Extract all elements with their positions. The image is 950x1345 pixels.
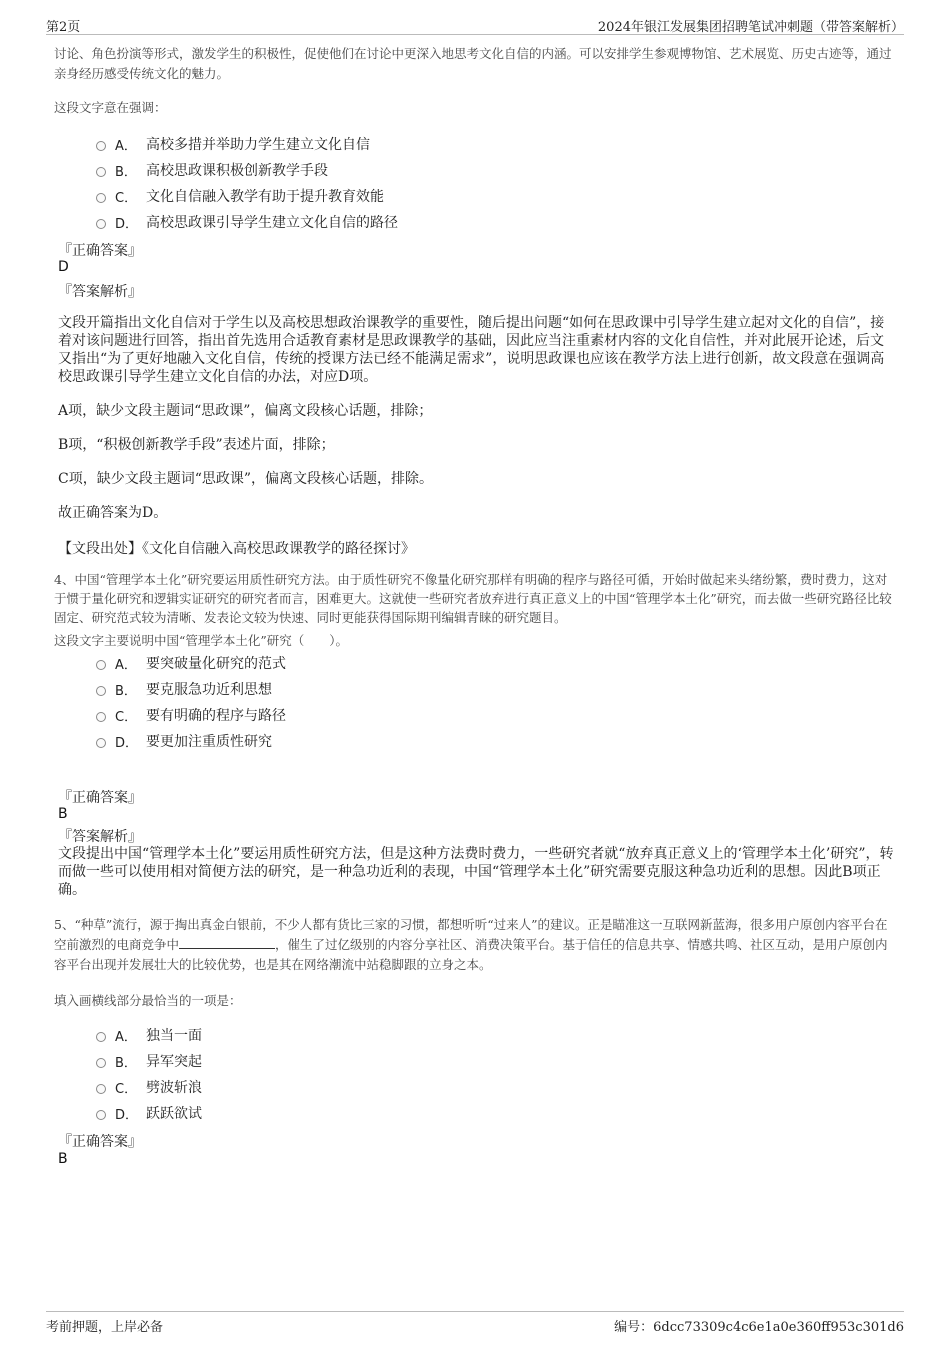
q3-prompt: 这段文字意在强调： — [54, 100, 167, 115]
q4-answer-label: 『正确答案』 — [58, 790, 142, 806]
q3-stem-tail: 讨论、角色扮演等形式，激发学生的积极性，促使他们在讨论中更深入地思考文化自信的内涵。可以安排学生参观博物馆、艺术展览、历史古迹等，通过亲身经历感受传统文化的魅力。 — [54, 46, 892, 81]
radio-icon[interactable] — [96, 167, 106, 177]
q3-conclusion: 故正确答案为D。 — [58, 505, 168, 521]
q3-answer-label: 『正确答案』 — [58, 243, 142, 259]
q3-options — [96, 131, 398, 235]
q5-prompt: 填入画横线部分最恰当的一项是： — [54, 993, 242, 1008]
q3-option-c[interactable]: C． 文化自信融入教学有助于提升教育效能 — [96, 183, 398, 209]
radio-icon[interactable] — [96, 712, 106, 722]
radio-icon[interactable] — [96, 193, 106, 203]
q4-option-b[interactable]: B． 要克服急功近利思想 — [96, 676, 286, 702]
radio-icon[interactable] — [96, 1110, 106, 1120]
footer-slogan: 考前押题，上岸必备 — [46, 1320, 164, 1335]
q3-option-d[interactable]: D． 高校思政课引导学生建立文化自信的路径 — [96, 209, 398, 235]
q3-analysis-label: 『答案解析』 — [58, 284, 142, 300]
q3-b-note: B项，“积极创新教学手段”表述片面，排除； — [58, 437, 335, 453]
q5-option-c[interactable]: C． 劈波斩浪 — [96, 1074, 202, 1100]
q4-analysis: 文段提出中国“管理学本土化”要运用质性研究方法，但是这种方法费时费力，一些研究者就“放弃真正意义上的‘管理学本土化’研究”，转而做一些可以使用相对简便方法的研究，是一种急功近利的表现，中国“管理学本土化”研究需要克服这种急功近利的思想。因此B项正确。 — [58, 846, 894, 898]
radio-icon[interactable] — [96, 219, 106, 229]
q3-source: 【文段出处】《文化自信融入高校思政课教学的路径探讨》 — [58, 541, 415, 557]
q3-answer: D — [58, 259, 69, 275]
q4-analysis-label: 『答案解析』 — [58, 829, 142, 845]
q5-option-a[interactable]: A． 独当一面 — [96, 1022, 202, 1048]
fill-blank — [179, 936, 275, 949]
q3-a-note: A项，缺少文段主题词“思政课”，偏离文段核心话题，排除； — [58, 403, 433, 419]
q5-options — [96, 1022, 202, 1126]
q4-option-d[interactable]: D． 要更加注重质性研究 — [96, 728, 286, 754]
document-code: 编号：6dcc73309c4c6e1a0e360ff953c301d6 — [614, 1320, 904, 1335]
page-footer — [46, 1311, 904, 1334]
page-header — [46, 14, 904, 35]
q3-option-b[interactable]: B． 高校思政课积极创新教学手段 — [96, 157, 398, 183]
document-title: 2024年银江发展集团招聘笔试冲刺题（带答案解析） — [597, 20, 904, 35]
page-number: 第2页 — [46, 20, 81, 35]
q4-options — [96, 650, 286, 754]
radio-icon[interactable] — [96, 1032, 106, 1042]
q5-answer-label: 『正确答案』 — [58, 1134, 142, 1150]
q4-option-a[interactable]: A． 要突破量化研究的范式 — [96, 650, 286, 676]
radio-icon[interactable] — [96, 141, 106, 151]
radio-icon[interactable] — [96, 686, 106, 696]
q5-option-b[interactable]: B． 异军突起 — [96, 1048, 202, 1074]
radio-icon[interactable] — [96, 738, 106, 748]
q3-analysis: 文段开篇指出文化自信对于学生以及高校思想政治课教学的重要性，随后提出问题“如何在思政课中引导学生建立起对文化的自信”，接着对该问题进行回答，指出首先选用合适教育素材是思政课教学的基础，因此应当注重素材内容的文化自信性，并对此展开论述，后文又指出“为了更好地融入文化自信，传统的授课方法已经不能满足需求”，说明思政课也应该在教学方法上进行创新，故文段意在强调高校思政课引导学生建立文化自信的办法，对应D项。 — [58, 315, 885, 385]
q3-c-note: C项，缺少文段主题词“思政课”，偏离文段核心话题，排除。 — [58, 471, 434, 487]
q5-stem: 5、“种草”流行，源于掏出真金白银前，不少人都有货比三家的习惯，都想听听“过来人”的建议。正是瞄准这一互联网新蓝海，很多用户原创内容平台在空前激烈的电商竞争中 ，催生了过亿级别的内容分享社区、消费决策平台。基于信任的信息共享、情感共鸣、社区互动，是用户原创内容平台出现并发展壮大的比较优势，也是其在网络潮流中站稳脚跟的立身之本。 — [54, 917, 888, 972]
q5-answer: B — [58, 1151, 68, 1167]
q4-stem: 4、中国“管理学本土化”研究要运用质性研究方法。由于质性研究不像量化研究那样有明确的程序与路径可循，开始时做起来头绪纷繁，费时费力，这对于惯于量化研究和逻辑实证研究的研究者而言，困难更大。这就使一些研究者放弃进行真正意义上的中国“管理学本土化”研究，而去做一些研究路径比较固定、研究范式较为清晰、发表论文较为快速、同时更能获得国际期刊编辑青睐的研究题目。 — [54, 572, 892, 625]
q5-option-d[interactable]: D． 跃跃欲试 — [96, 1100, 202, 1126]
radio-icon[interactable] — [96, 1084, 106, 1094]
q4-option-c[interactable]: C． 要有明确的程序与路径 — [96, 702, 286, 728]
q4-answer: B — [58, 806, 68, 822]
radio-icon[interactable] — [96, 660, 106, 670]
radio-icon[interactable] — [96, 1058, 106, 1068]
q4-prompt: 这段文字主要说明中国“管理学本土化”研究（ ）。 — [54, 633, 349, 648]
q3-option-a[interactable]: A． 高校多措并举助力学生建立文化自信 — [96, 131, 398, 157]
